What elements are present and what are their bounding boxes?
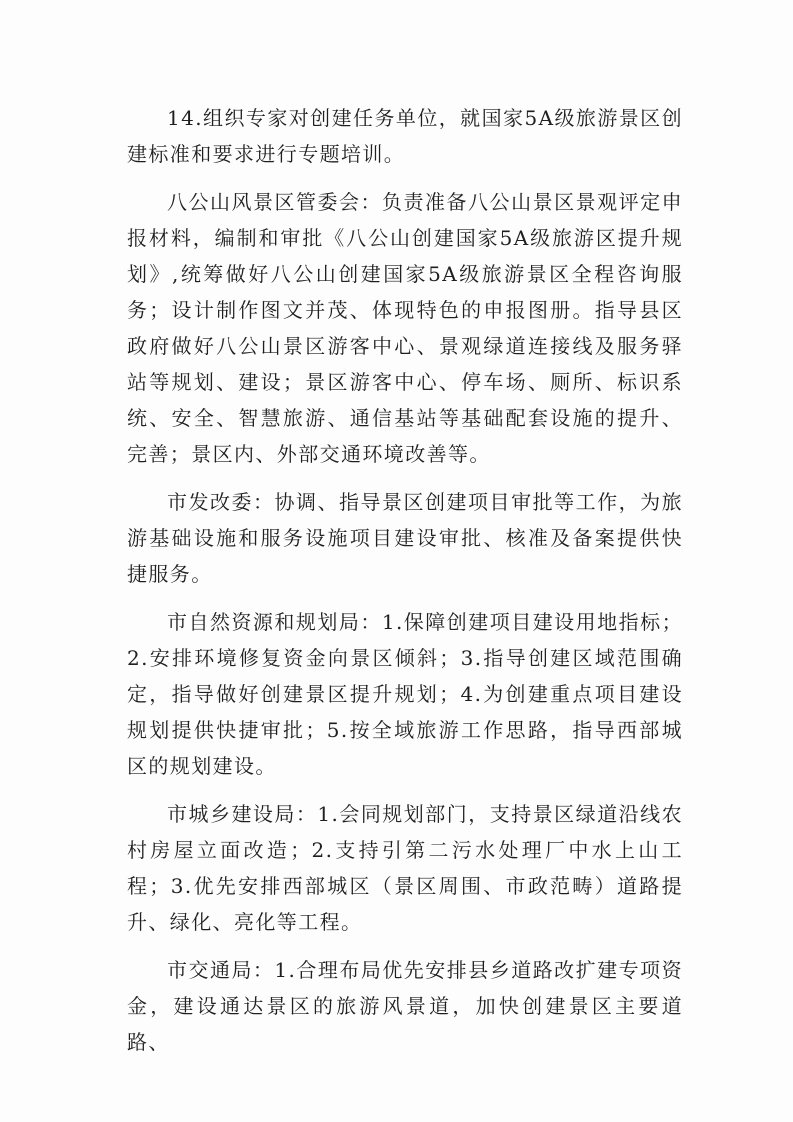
document-body [127,100,683,1072]
paragraph-training: 14.组织专家对创建任务单位，就国家5A级旅游景区创建标准和要求进行专题培训。 [127,106,683,166]
paragraph-bagongshan-committee: 八公山风景区管委会：负责准备八公山景区景观评定申报材料，编制和审批《八公山创建国家5A级旅游区提升规划》,统筹做好八公山创建国家5A级旅游景区全程咨询服务；设计制作图文并茂、体现特色的申报图册。指导县区政府做好八公山景区游客中心、景观绿道连接线及服务驿站等规划、建设；景区游客中心、停车场、厕所、标识系统、安全、智慧旅游、通信基站等基础配套设施的提升、完善；景区内、外部交通环境改善等。 [127,190,683,466]
paragraph-urban-rural-construction-bureau: 市城乡建设局：1.会同规划部门，支持景区绿道沿线农村房屋立面改造；2.支持引第二污水处理厂中水上山工程；3.优先安排西部城区（景区周围、市政范畴）道路提升、绿化、亮化等工程。 [127,802,683,934]
paragraph-development-reform-commission: 市发改委：协调、指导景区创建项目审批等工作，为旅游基础设施和服务设施项目建设审批、核准及备案提供快捷服务。 [127,490,683,586]
paragraph-transport-bureau: 市交通局：1.合理布局优先安排县乡道路改扩建专项资金，建设通达景区的旅游风景道，加快创建景区主要道路、 [127,958,683,1054]
paragraph-natural-resources-bureau: 市自然资源和规划局：1.保障创建项目建设用地指标；2.安排环境修复资金向景区倾斜；3.指导创建区域范围确定，指导做好创建景区提升规划；4.为创建重点项目建设规划提供快捷审批；5.按全域旅游工作思路，指导西部城区的规划建设。 [127,610,683,778]
